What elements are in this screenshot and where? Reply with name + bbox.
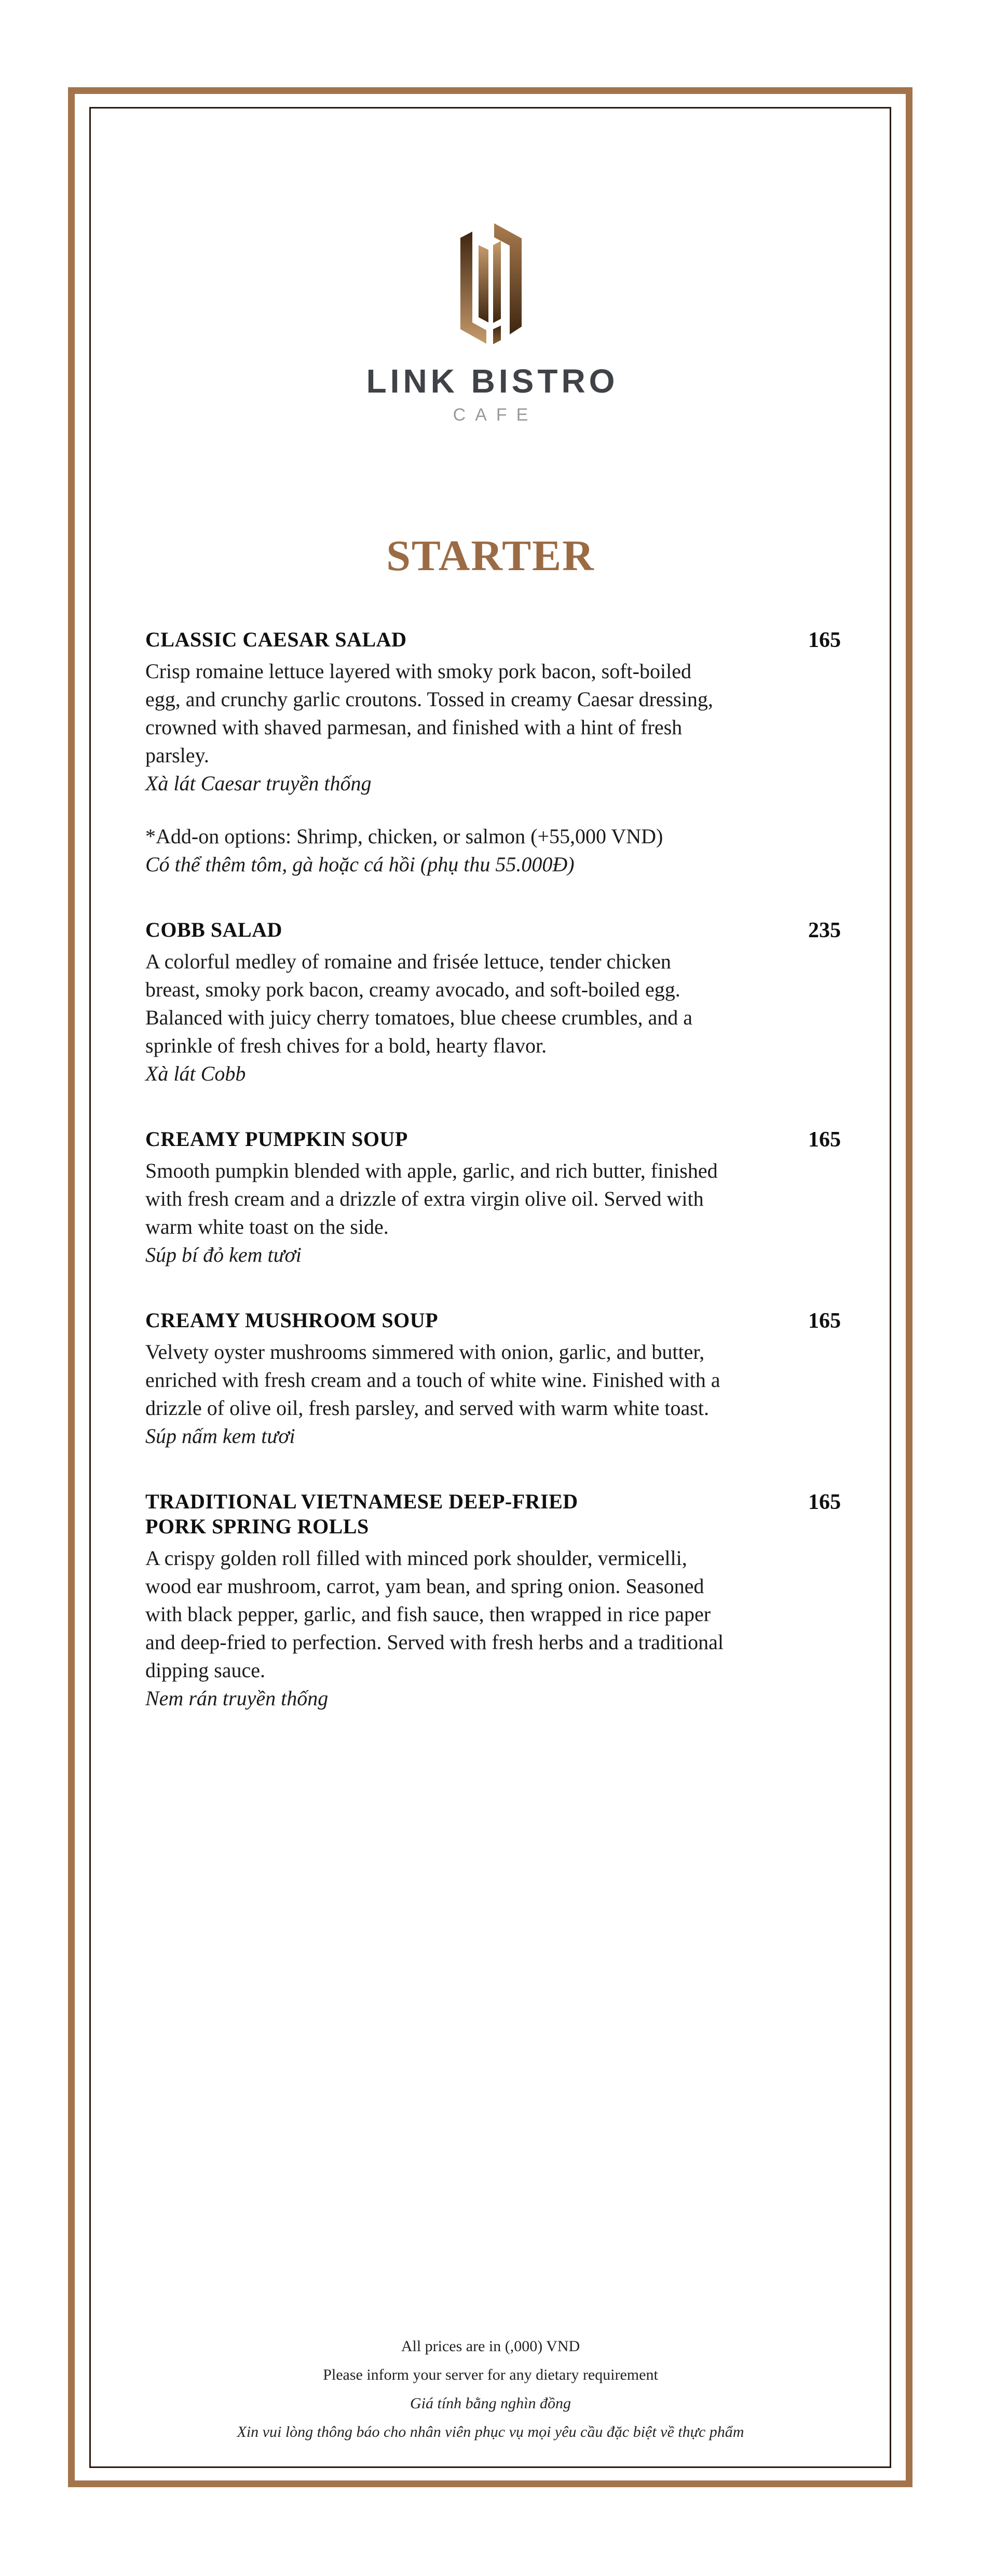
footer-notes <box>0 2332 981 2446</box>
brand-name: LINK BISTRO <box>366 362 619 400</box>
masthead <box>0 0 981 426</box>
item-main <box>145 627 727 879</box>
item-description: A colorful medley of romaine and frisée lettuce, tender chicken breast, smoky pork bacon, creamy avocado, and soft-boiled egg. Balanced with juicy cherry tomatoes, blue cheese crumbles, and a sprinkle of fresh chives for a bold, hearty flavor. <box>145 949 693 1057</box>
link-bistro-monogram-icon <box>439 215 542 350</box>
item-name: COBB SALAD <box>145 918 282 941</box>
item-name: TRADITIONAL VIETNAMESE DEEP-FRIED PORK SPRING ROLLS <box>145 1489 578 1538</box>
item-translation: Súp bí đỏ kem tươi <box>145 1243 302 1266</box>
menu-list <box>145 627 841 1712</box>
item-price: 165 <box>808 1490 841 1514</box>
item-main <box>145 1489 727 1712</box>
section-title: STARTER <box>386 532 595 581</box>
item-name: CREAMY MUSHROOM SOUP <box>145 1308 439 1332</box>
menu-item-cobb-salad <box>145 918 841 1088</box>
item-translation: Nem rán truyền thống <box>145 1686 329 1710</box>
footer-dietary-note: Please inform your server for any dietary requirement <box>323 2366 658 2383</box>
menu-item-creamy-mushroom-soup <box>145 1308 841 1450</box>
item-price: 165 <box>808 1127 841 1152</box>
item-name: CREAMY PUMPKIN SOUP <box>145 1127 408 1151</box>
item-translation: Xà lát Cobb <box>145 1061 246 1085</box>
item-price: 165 <box>808 628 841 652</box>
footer-dietary-note-vietnamese: Xin vui lòng thông báo cho nhân viên phục vụ mọi yêu cầu đặc biệt về thực phẩm <box>237 2423 744 2440</box>
menu-item-pork-spring-rolls <box>145 1489 841 1712</box>
item-description: Crisp romaine lettuce layered with smoky pork bacon, soft-boiled egg, and crunchy garlic croutons. Tossed in creamy Caesar dressing, crowned with shaved parmesan, and finished with a hint of fresh parsley. <box>145 659 713 767</box>
item-addon-translation: Có thể thêm tôm, gà hoặc cá hồi (phụ thu 55.000Đ) <box>145 852 575 876</box>
item-name: CLASSIC CAESAR SALAD <box>145 627 407 651</box>
item-main <box>145 1127 727 1269</box>
item-translation: Xà lát Caesar truyền thống <box>145 771 372 795</box>
footer-prices-note: All prices are in (,000) VND <box>401 2338 580 2355</box>
menu-item-classic-caesar-salad <box>145 627 841 879</box>
item-price: 235 <box>808 918 841 942</box>
brand-subtitle: CAFE <box>453 405 538 425</box>
menu-item-creamy-pumpkin-soup <box>145 1127 841 1269</box>
item-main <box>145 1308 727 1450</box>
item-description: Velvety oyster mushrooms simmered with onion, garlic, and butter, enriched with fresh cream and a touch of white wine. Finished with a drizzle of olive oil, fresh parsley, and served with warm white toast. <box>145 1340 720 1420</box>
item-price: 165 <box>808 1309 841 1333</box>
item-description: Smooth pumpkin blended with apple, garlic, and rich butter, finished with fresh cream and a drizzle of extra virgin olive oil. Served with warm white toast on the side. <box>145 1158 718 1238</box>
footer-prices-note-vietnamese: Giá tính bằng nghìn đồng <box>410 2395 571 2412</box>
item-main <box>145 918 727 1088</box>
item-translation: Súp nấm kem tươi <box>145 1424 295 1448</box>
item-addon-note: *Add-on options: Shrimp, chicken, or salmon (+55,000 VND) <box>145 824 663 848</box>
item-description: A crispy golden roll filled with minced pork shoulder, vermicelli, wood ear mushroom, carrot, yam bean, and spring onion. Seasoned with black pepper, garlic, and fish sauce, then wrapped in rice paper and deep-fried to perfection. Served with fresh herbs and a traditional dipping sauce. <box>145 1546 724 1682</box>
